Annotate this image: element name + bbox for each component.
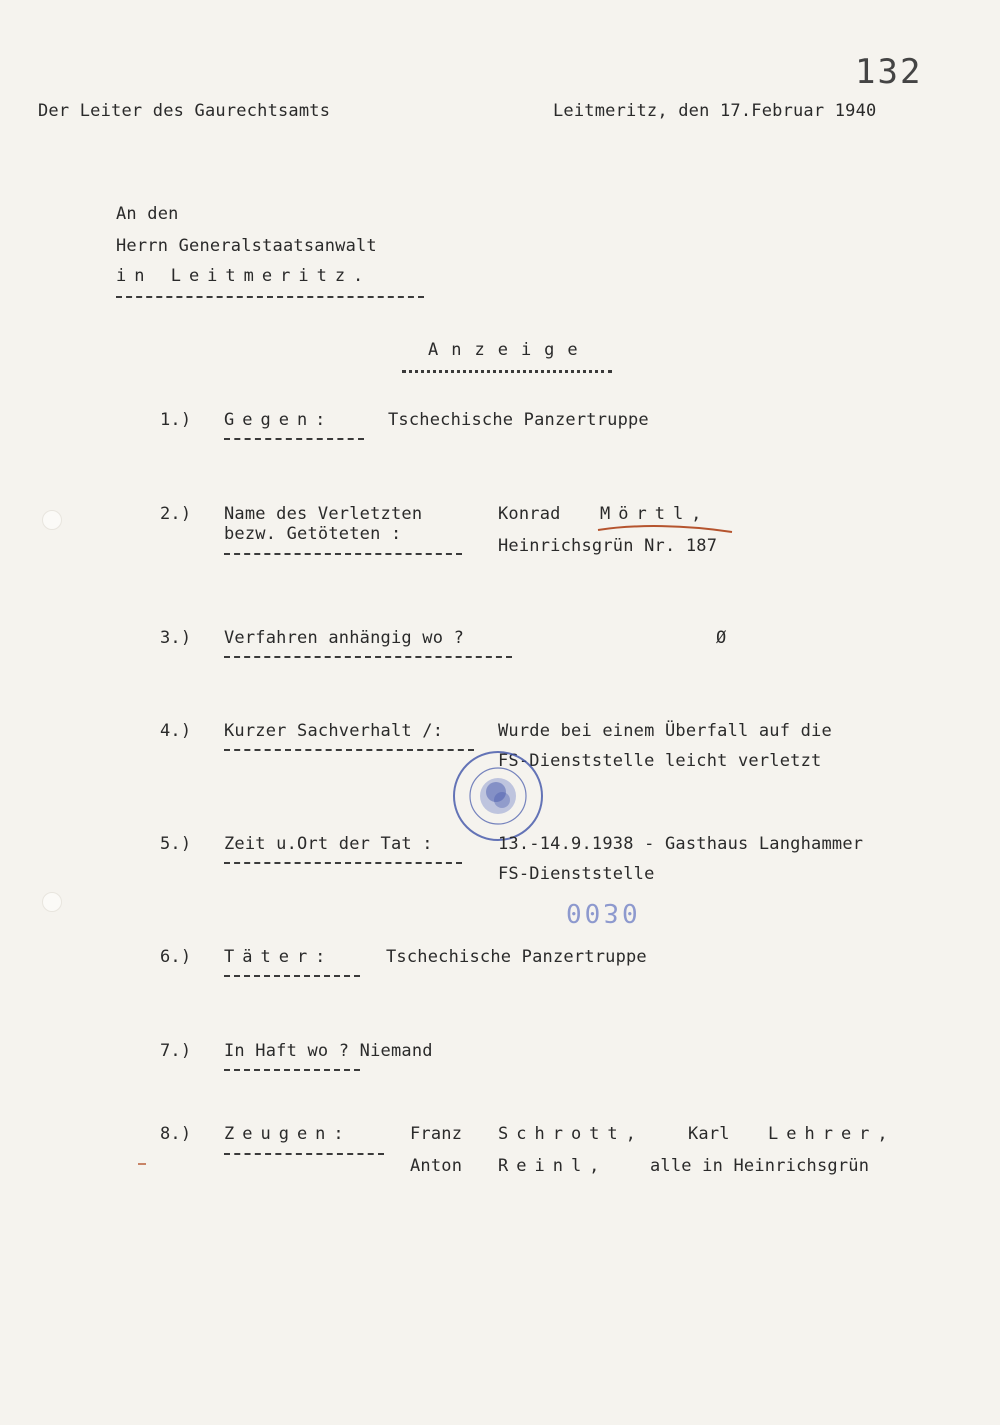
item-5-label: Zeit u.Ort der Tat : — [224, 834, 433, 854]
item-5-number: 5.) — [160, 834, 192, 854]
item-2-value-firstname: Konrad — [498, 504, 561, 524]
item-8-witness-3-first: Anton — [410, 1156, 463, 1176]
item-3-underline — [224, 656, 512, 658]
item-4-label: Kurzer Sachverhalt /: — [224, 721, 444, 741]
punch-hole-top — [42, 510, 62, 530]
item-7-label: In Haft wo ? Niemand — [224, 1041, 433, 1061]
page-number: 132 — [855, 52, 923, 92]
item-4-value-line1: Wurde bei einem Überfall auf die — [498, 721, 832, 741]
item-3-label: Verfahren anhängig wo ? — [224, 628, 465, 648]
item-8-witness-3-last: Reinl, — [498, 1156, 608, 1176]
punch-hole-bottom — [42, 892, 62, 912]
title-dotted-underline — [402, 370, 612, 373]
item-2-label-line1: Name des Verletzten — [224, 504, 423, 524]
recipient-underline — [116, 296, 424, 298]
item-2-label-line2: bezw. Getöteten : — [224, 524, 402, 544]
item-5-value-line1: 13.-14.9.1938 - Gasthaus Langhammer — [498, 834, 864, 854]
item-2-value-surname: Mörtl, — [600, 504, 710, 524]
item-3-number: 3.) — [160, 628, 192, 648]
item-5-value-line2: FS-Dienststelle — [498, 864, 655, 884]
red-pencil-underline — [596, 522, 736, 536]
blue-number-stamp: 0030 — [566, 897, 641, 927]
item-6-number: 6.) — [160, 947, 192, 967]
item-6-value: Tschechische Panzertruppe — [386, 947, 647, 967]
item-8-witness-location: alle in Heinrichsgrün — [650, 1156, 870, 1176]
item-8-witness-2-first: Karl — [688, 1124, 730, 1144]
recipient-line-3: in Leitmeritz. — [116, 266, 372, 286]
item-1-label: Gegen: — [224, 410, 334, 430]
round-official-stamp — [450, 748, 546, 844]
recipient-line-2: Herrn Generalstaatsanwalt — [116, 236, 377, 256]
document-title: Anzeige — [428, 340, 591, 360]
item-7-number: 7.) — [160, 1041, 192, 1061]
item-4-number: 4.) — [160, 721, 192, 741]
item-6-label: Täter: — [224, 947, 334, 967]
item-8-number: 8.) — [160, 1124, 192, 1144]
item-8-label: Zeugen: — [224, 1124, 352, 1144]
item-7-underline — [224, 1069, 360, 1071]
item-8-witness-1-last: Schrott, — [498, 1124, 644, 1144]
item-4-value-line2: FS-Dienststelle leicht verletzt — [498, 751, 822, 771]
item-1-value: Tschechische Panzertruppe — [388, 410, 649, 430]
item-3-value: Ø — [716, 628, 727, 648]
sender-line: Der Leiter des Gaurechtsamts — [38, 101, 331, 121]
item-2-value-line2: Heinrichsgrün Nr. 187 — [498, 536, 718, 556]
margin-mark — [138, 1163, 146, 1165]
item-1-underline — [224, 438, 364, 440]
item-8-witness-1-first: Franz — [410, 1124, 463, 1144]
item-8-underline — [224, 1153, 384, 1155]
item-2-number: 2.) — [160, 504, 192, 524]
item-4-underline — [224, 749, 474, 751]
item-1-number: 1.) — [160, 410, 192, 430]
item-6-underline — [224, 975, 360, 977]
item-2-underline — [224, 553, 462, 555]
item-5-underline — [224, 862, 462, 864]
item-8-witness-2-last: Lehrer, — [768, 1124, 896, 1144]
recipient-line-1: An den — [116, 204, 179, 224]
place-date-line: Leitmeritz, den 17.Februar 1940 — [553, 101, 877, 121]
